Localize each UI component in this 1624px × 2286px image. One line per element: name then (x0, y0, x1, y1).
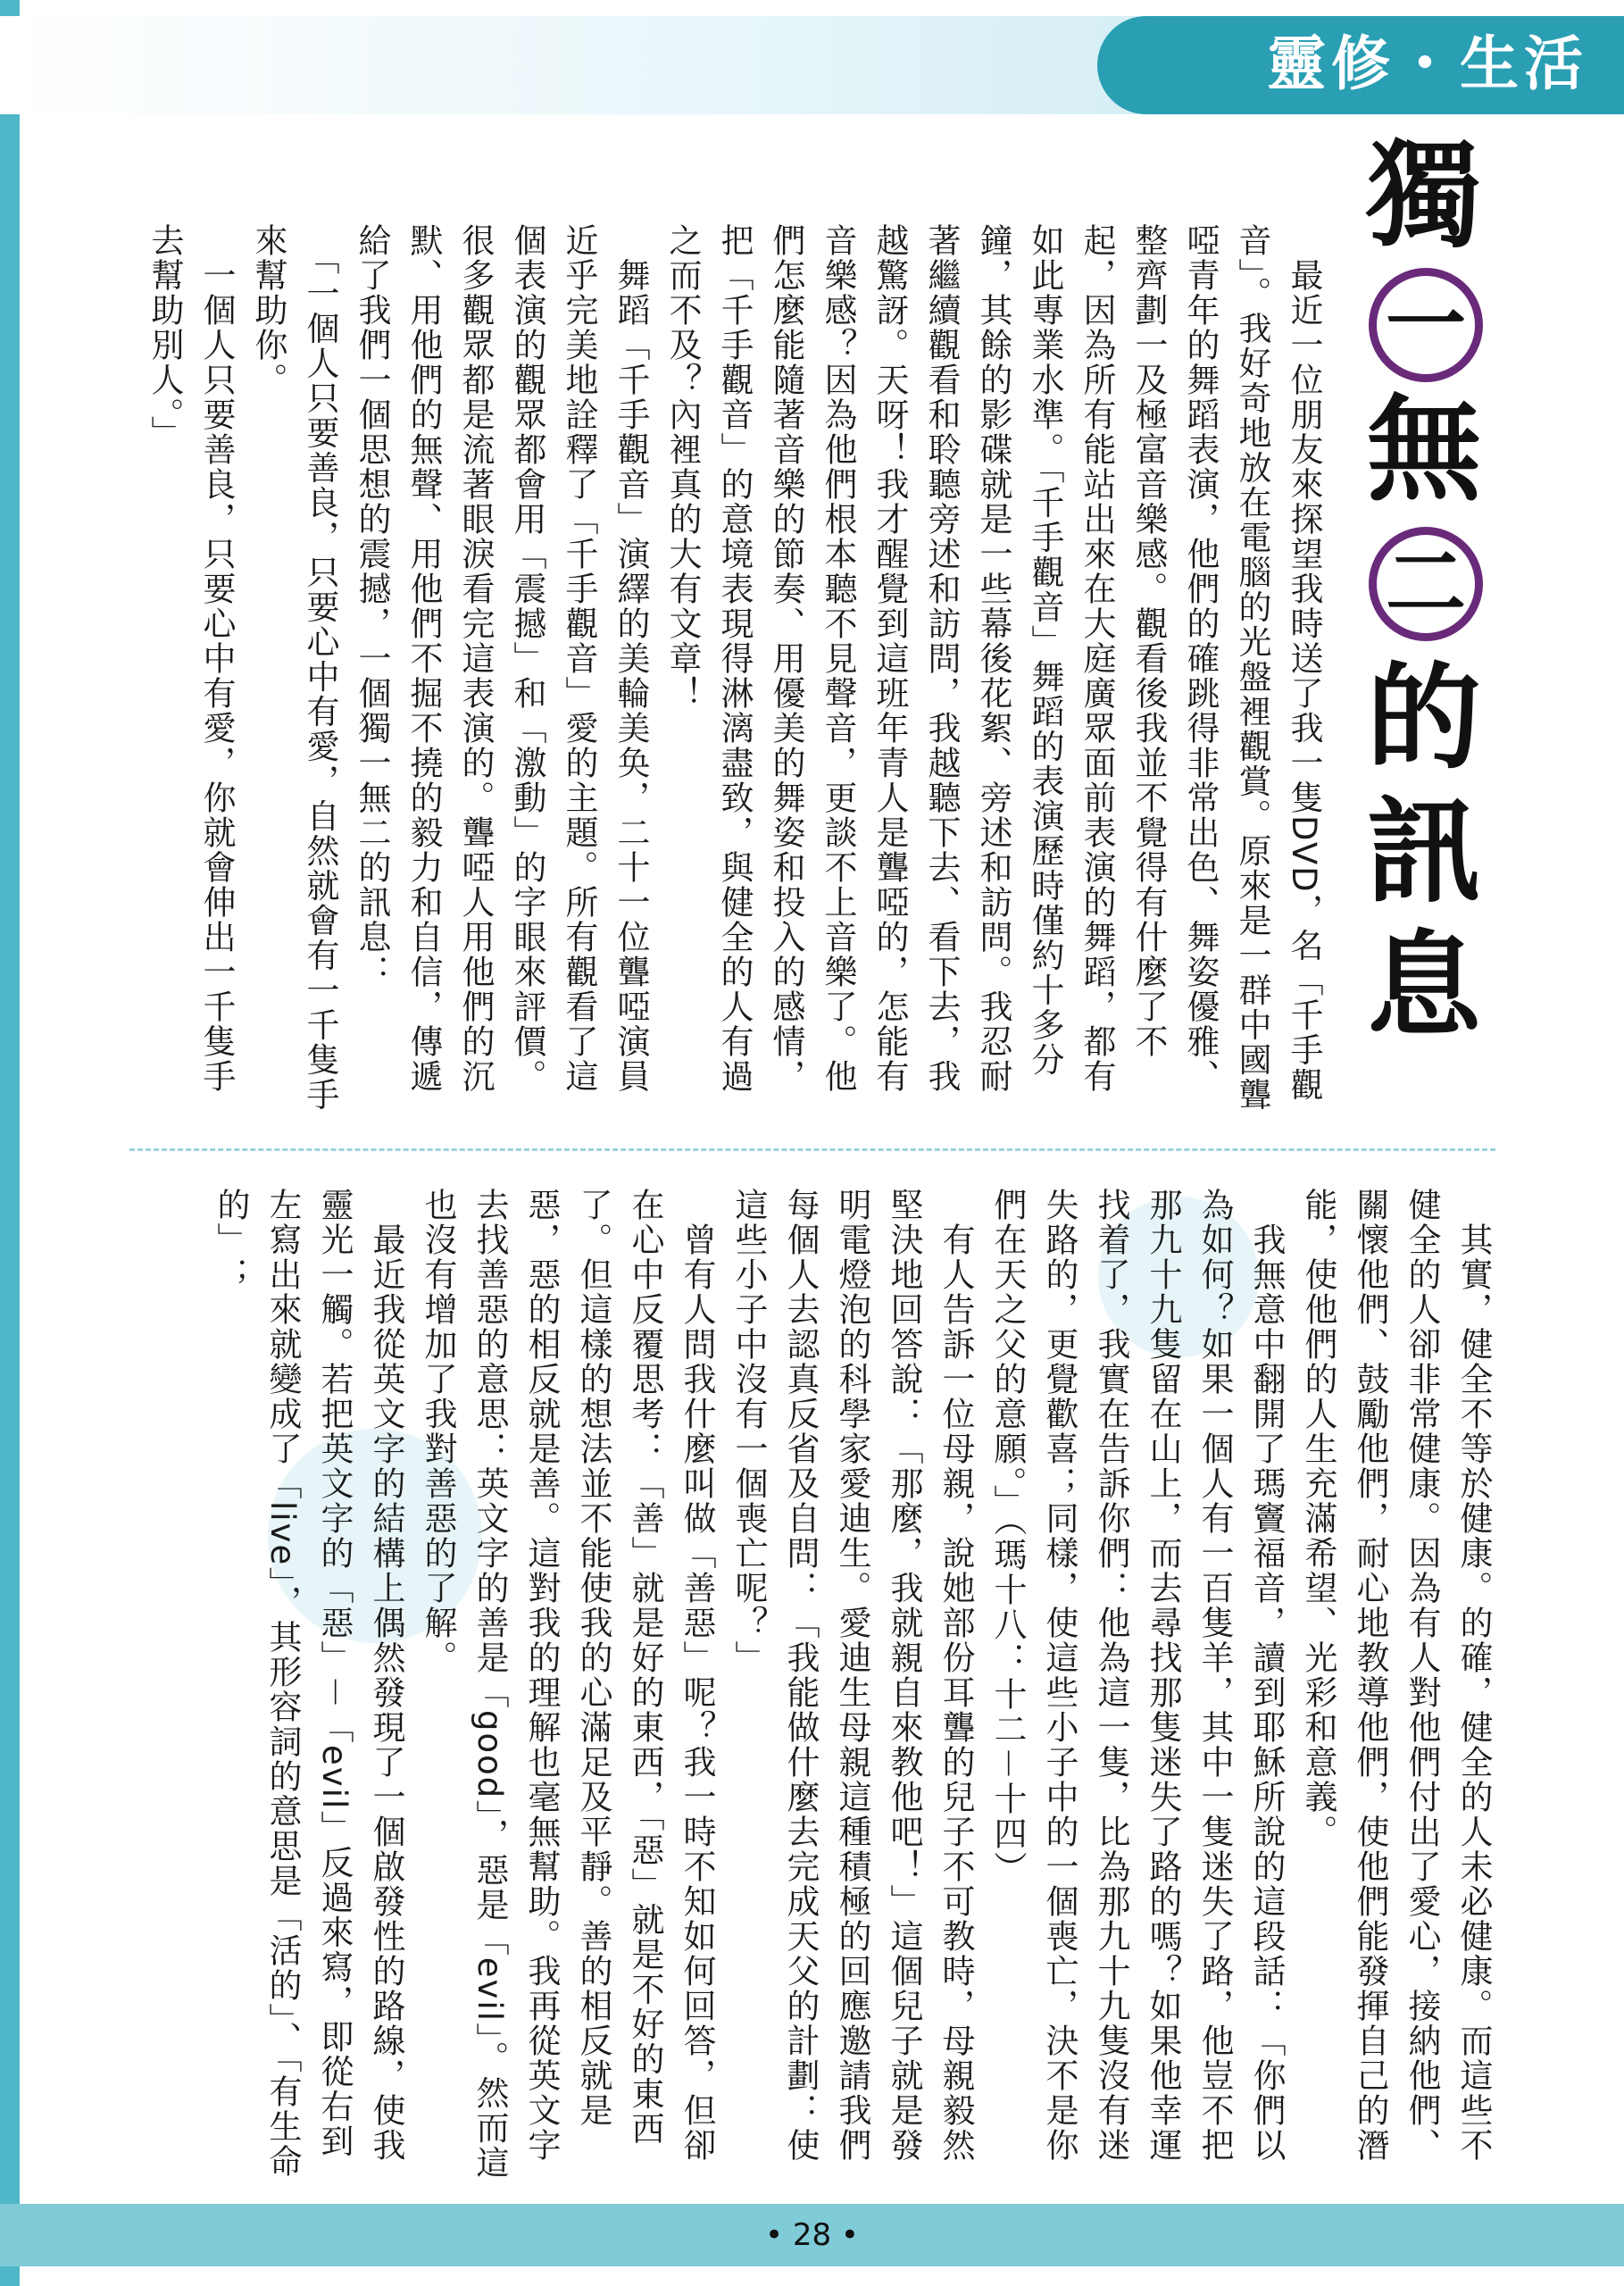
section-divider (129, 1148, 1495, 1151)
title-char: 獨 (1366, 129, 1481, 263)
paragraph: 一個人只要善良，只要心中有愛，你就會伸出一千隻手去幫助別人。」 (146, 223, 236, 1094)
title-char: 無 (1366, 384, 1481, 517)
paragraph: 最近一位朋友來探望我時送了我一隻DVD，名「千手觀音」。我好奇地放在電腦的光盤裡觀賞。原來是一群中國聾啞青年的舞蹈表演，他們的確跳得非常出色、舞姿優雅、整齊劃一及極富音樂感。觀看後我並不覺得有什麼了不起，因為所有能站出來在大庭廣眾面前表演的舞蹈，都有如此專業水準。「千手觀音」舞蹈的表演歷時僅約十多分鐘，其餘的影碟就是一些幕後花絮、旁述和訪問。我忍耐著繼續觀看和聆聽旁述和訪問，我越聽下去、看下去，我越驚訝。天呀！我才醒覺到這班年青人是聾啞的，怎能有音樂感？因為他們根本聽不見聲音，更談不上音樂了。他們怎麼能隨著音樂的節奏、用優美的舞姿和投入的感情，把「千手觀音」的意境表現得淋漓盡致，與健全的人有過之而不及？內裡真的大有文章！ (663, 223, 1323, 1113)
paragraph: 我無意中翻開了瑪竇福音，讀到耶穌所說的這段話：「你們以為如何？如果一個人有一百隻羊，其中一隻迷失了路，他豈不把那九十九隻留在山上，而去尋找那隻迷失了路的嗎？如果他幸運找着了，我實在告訴你們：他為這一隻，比為那九十九隻沒有迷失路的，更覺歡喜；同樣，使這些小子中的一個喪亡，決不是你們在天之父的意願。」（瑪十八：十二－十四） (988, 1188, 1286, 2163)
paragraph: 其實，健全不等於健康。的確，健全的人未必健康。而這些不健全的人卻非常健康。因為有人對他們付出了愛心，接納他們、關懷他們、鼓勵他們，耐心地教導他們，使他們能發揮自己的潛能，使他們的人生充滿希望、光彩和意義。 (1299, 1188, 1493, 2163)
title-char: 的 (1366, 652, 1481, 785)
title-char-circled: 一 (1369, 268, 1483, 382)
title-char: 訊 (1366, 786, 1481, 919)
article-title (1362, 129, 1487, 1063)
title-char: 息 (1366, 920, 1481, 1053)
page-number: • 28 • (765, 2217, 859, 2253)
paragraph: 曾有人問我什麼叫做「善惡」呢？我一時不知如何回答，但卻在心中反覆思考：「善」就是好的東西，「惡」就是不好的東西了。但這樣的想法並不能使我的心滿足及平靜。善的相反就是惡，惡的相反就是善。這對我的理解也毫無幫助。我再從英文字去找善惡的意思：英文字的善是「good」，惡是「evil」。然而這也沒有增加了我對善惡的了解。 (419, 1188, 716, 2181)
paragraph: 舞蹈「千手觀音」演繹的美輪美奂，二十一位聾啞演員近乎完美地詮釋了「千手觀音」愛的主題。所有觀看了這個表演的觀眾都會用「震撼」和「激動」的字眼來評價。很多觀眾都是流著眼淚看完這表演的。聾啞人用他們的沉默、用他們的無聲、用他們不掘不撓的毅力和自信，傳遞給了我們一個思想的震撼，一個獨一無二的訊息： (353, 223, 650, 1094)
paragraph: 最近我從英文字的結構上偶然發現了一個啟發性的路線，使我靈光一觸。若把英文字的「惡」－「evil」反過來寫，即從右到左寫出來就變成了「live」，其形容詞的意思是「活的」、「有生命的」； (212, 1188, 405, 2179)
paragraph: 「一個人只要善良，只要心中有愛，自然就會有一千隻手來幫助你。 (249, 223, 339, 1113)
article-bottom-section (124, 1188, 1499, 2183)
title-char-circled: 二 (1369, 527, 1483, 641)
paragraph: 有人告訴一位母親，說她部份耳聾的兒子不可教時，母親毅然堅決地回答說：「那麼，我就親自來教他吧！」這個兒子就是發明電燈泡的科學家愛迪生。愛迪生母親這種積極的回應邀請我們每個人去認真反省及自問：「我能做什麼去完成天父的計劃：使這些小子中沒有一個喪亡呢？」 (729, 1188, 975, 2163)
section-title: 靈修・生活 (1267, 29, 1588, 98)
page-spine-stripe (0, 0, 20, 2286)
article-top-section (133, 223, 1329, 1116)
